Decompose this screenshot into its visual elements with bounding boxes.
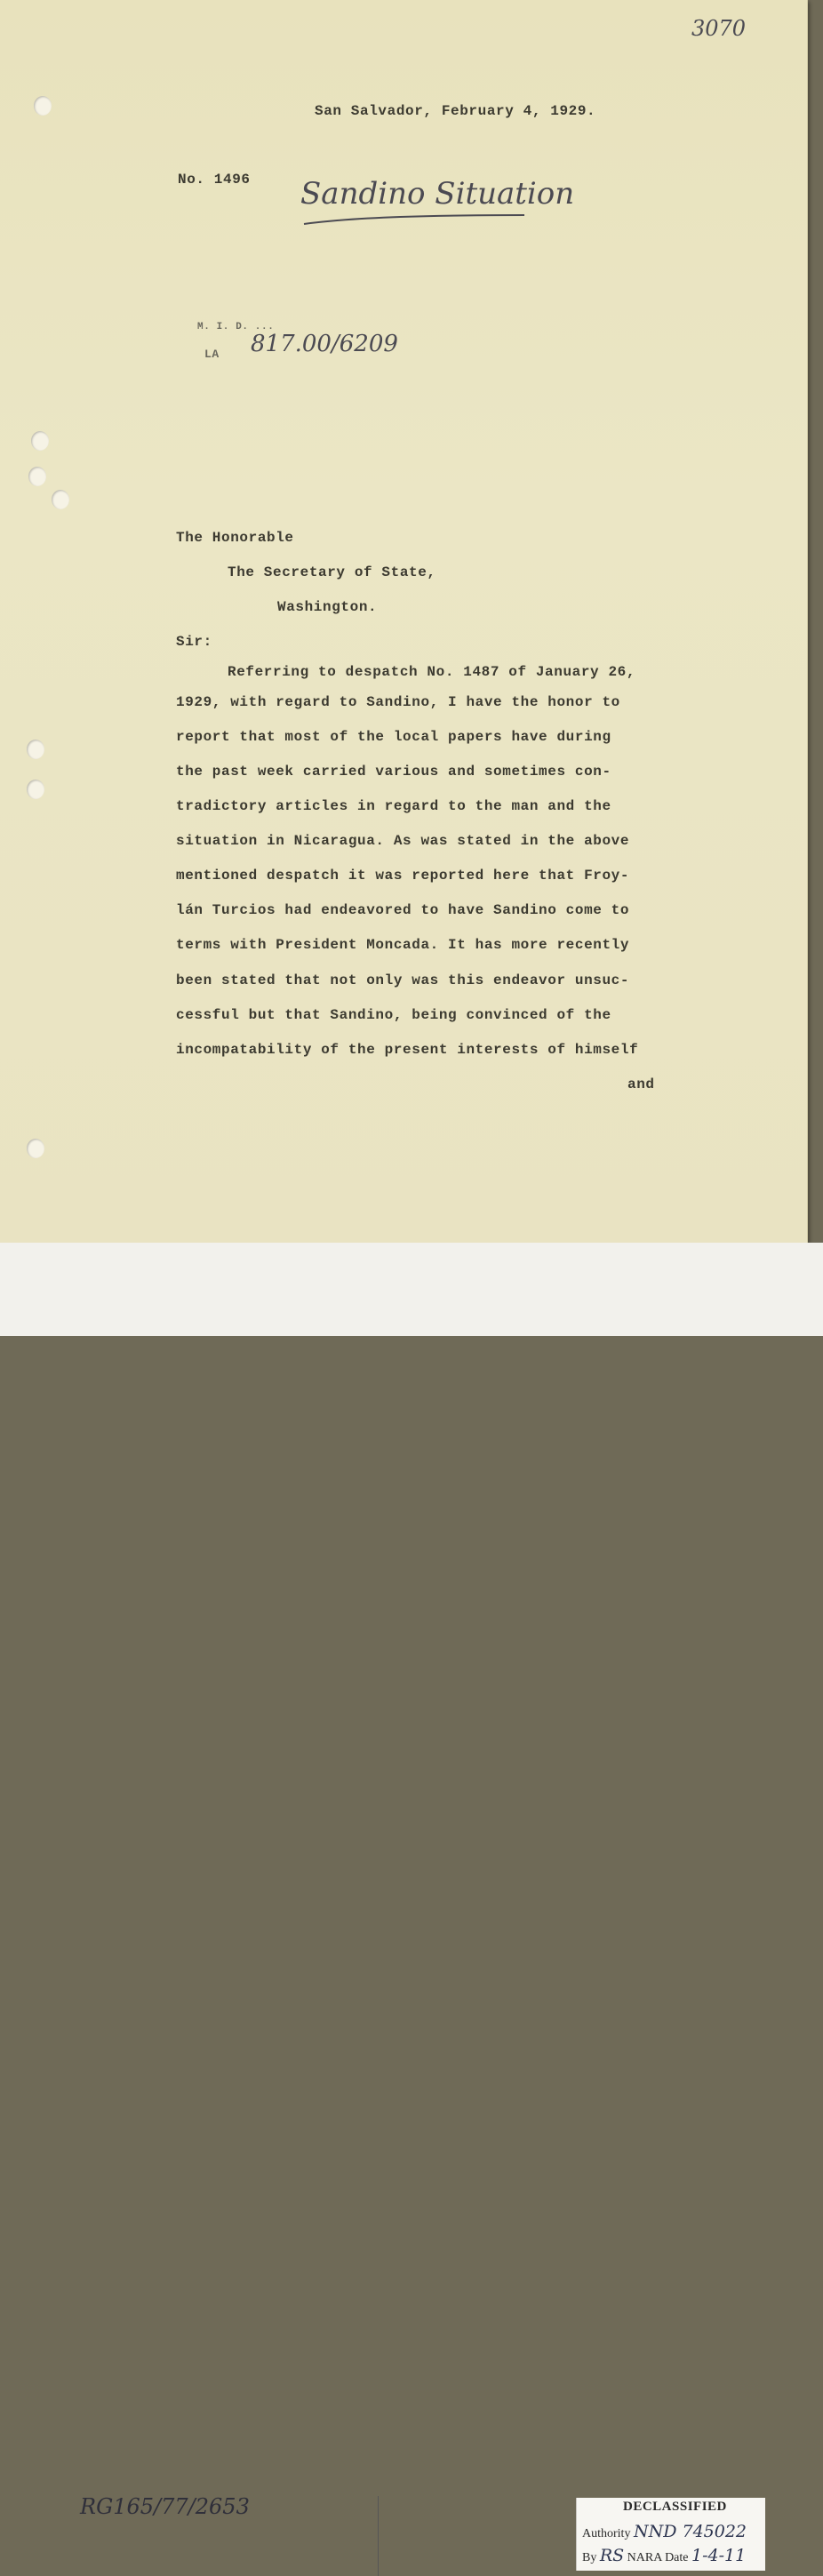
body-line: been stated that not only was this endeavor unsuc- <box>176 972 630 988</box>
file-stamp-line1: M. I. D. ... <box>197 322 275 332</box>
body-line: incompatability of the present interests of himself <box>176 1042 639 1058</box>
place-date: San Salvador, February 4, 1929. <box>315 103 596 119</box>
salutation-secretary: The Secretary of State, <box>228 564 436 580</box>
authority-value: NND 745022 <box>633 2522 747 2541</box>
archive-strip <box>0 1243 823 2565</box>
body-line: tradictory articles in regard to the man and the <box>176 798 611 814</box>
body-line: terms with President Moncada. It has more recently <box>176 937 630 953</box>
stamp-authority <box>582 2522 747 2541</box>
punch-hole <box>34 96 52 116</box>
record-group-label: RG165/77/2653 <box>80 2494 250 2519</box>
salutation-honorable: The Honorable <box>176 530 294 546</box>
catchword: and <box>627 1076 655 1092</box>
body-line: report that most of the local papers have during <box>176 729 611 745</box>
salutation-washington: Washington. <box>277 599 378 615</box>
divider <box>378 2496 379 2576</box>
punch-hole <box>28 467 46 486</box>
body-line: lán Turcios had endeavored to have Sandino come to <box>176 902 630 918</box>
page-number: 3070 <box>691 16 747 41</box>
body-line: mentioned despatch it was reported here that Froy- <box>176 868 630 884</box>
punch-hole <box>27 1139 44 1158</box>
punch-hole <box>31 431 49 451</box>
by-value: RS <box>599 2546 625 2565</box>
letter-page <box>0 0 808 1243</box>
punch-hole <box>27 780 44 799</box>
stamp-by-date <box>582 2546 746 2565</box>
file-stamp-prefix: LA <box>204 348 220 361</box>
body-line: situation in Nicaragua. As was stated in the above <box>176 833 630 849</box>
subject-underline <box>302 212 526 228</box>
declassified-stamp <box>576 2498 765 2571</box>
file-number: 817.00/6209 <box>251 331 398 357</box>
body-line: Referring to despatch No. 1487 of January 26, <box>228 664 636 680</box>
despatch-number: No. 1496 <box>178 172 251 188</box>
punch-hole <box>52 490 69 509</box>
body-line: the past week carried various and sometimes con- <box>176 764 611 780</box>
date-value: 1-4-11 <box>691 2546 747 2565</box>
subject-handwritten: Sandino Situation <box>300 176 575 212</box>
body-line: cessful but that Sandino, being convinced of the <box>176 1007 611 1023</box>
authority-label: Authority <box>582 2527 631 2540</box>
punch-hole <box>27 740 44 759</box>
nara-date-label: NARA Date <box>627 2551 689 2564</box>
body-line: 1929, with regard to Sandino, I have the honor to <box>176 694 620 710</box>
by-label: By <box>582 2551 597 2564</box>
salutation-sir: Sir: <box>176 634 212 650</box>
stamp-title: DECLASSIFIED <box>623 2500 727 2514</box>
